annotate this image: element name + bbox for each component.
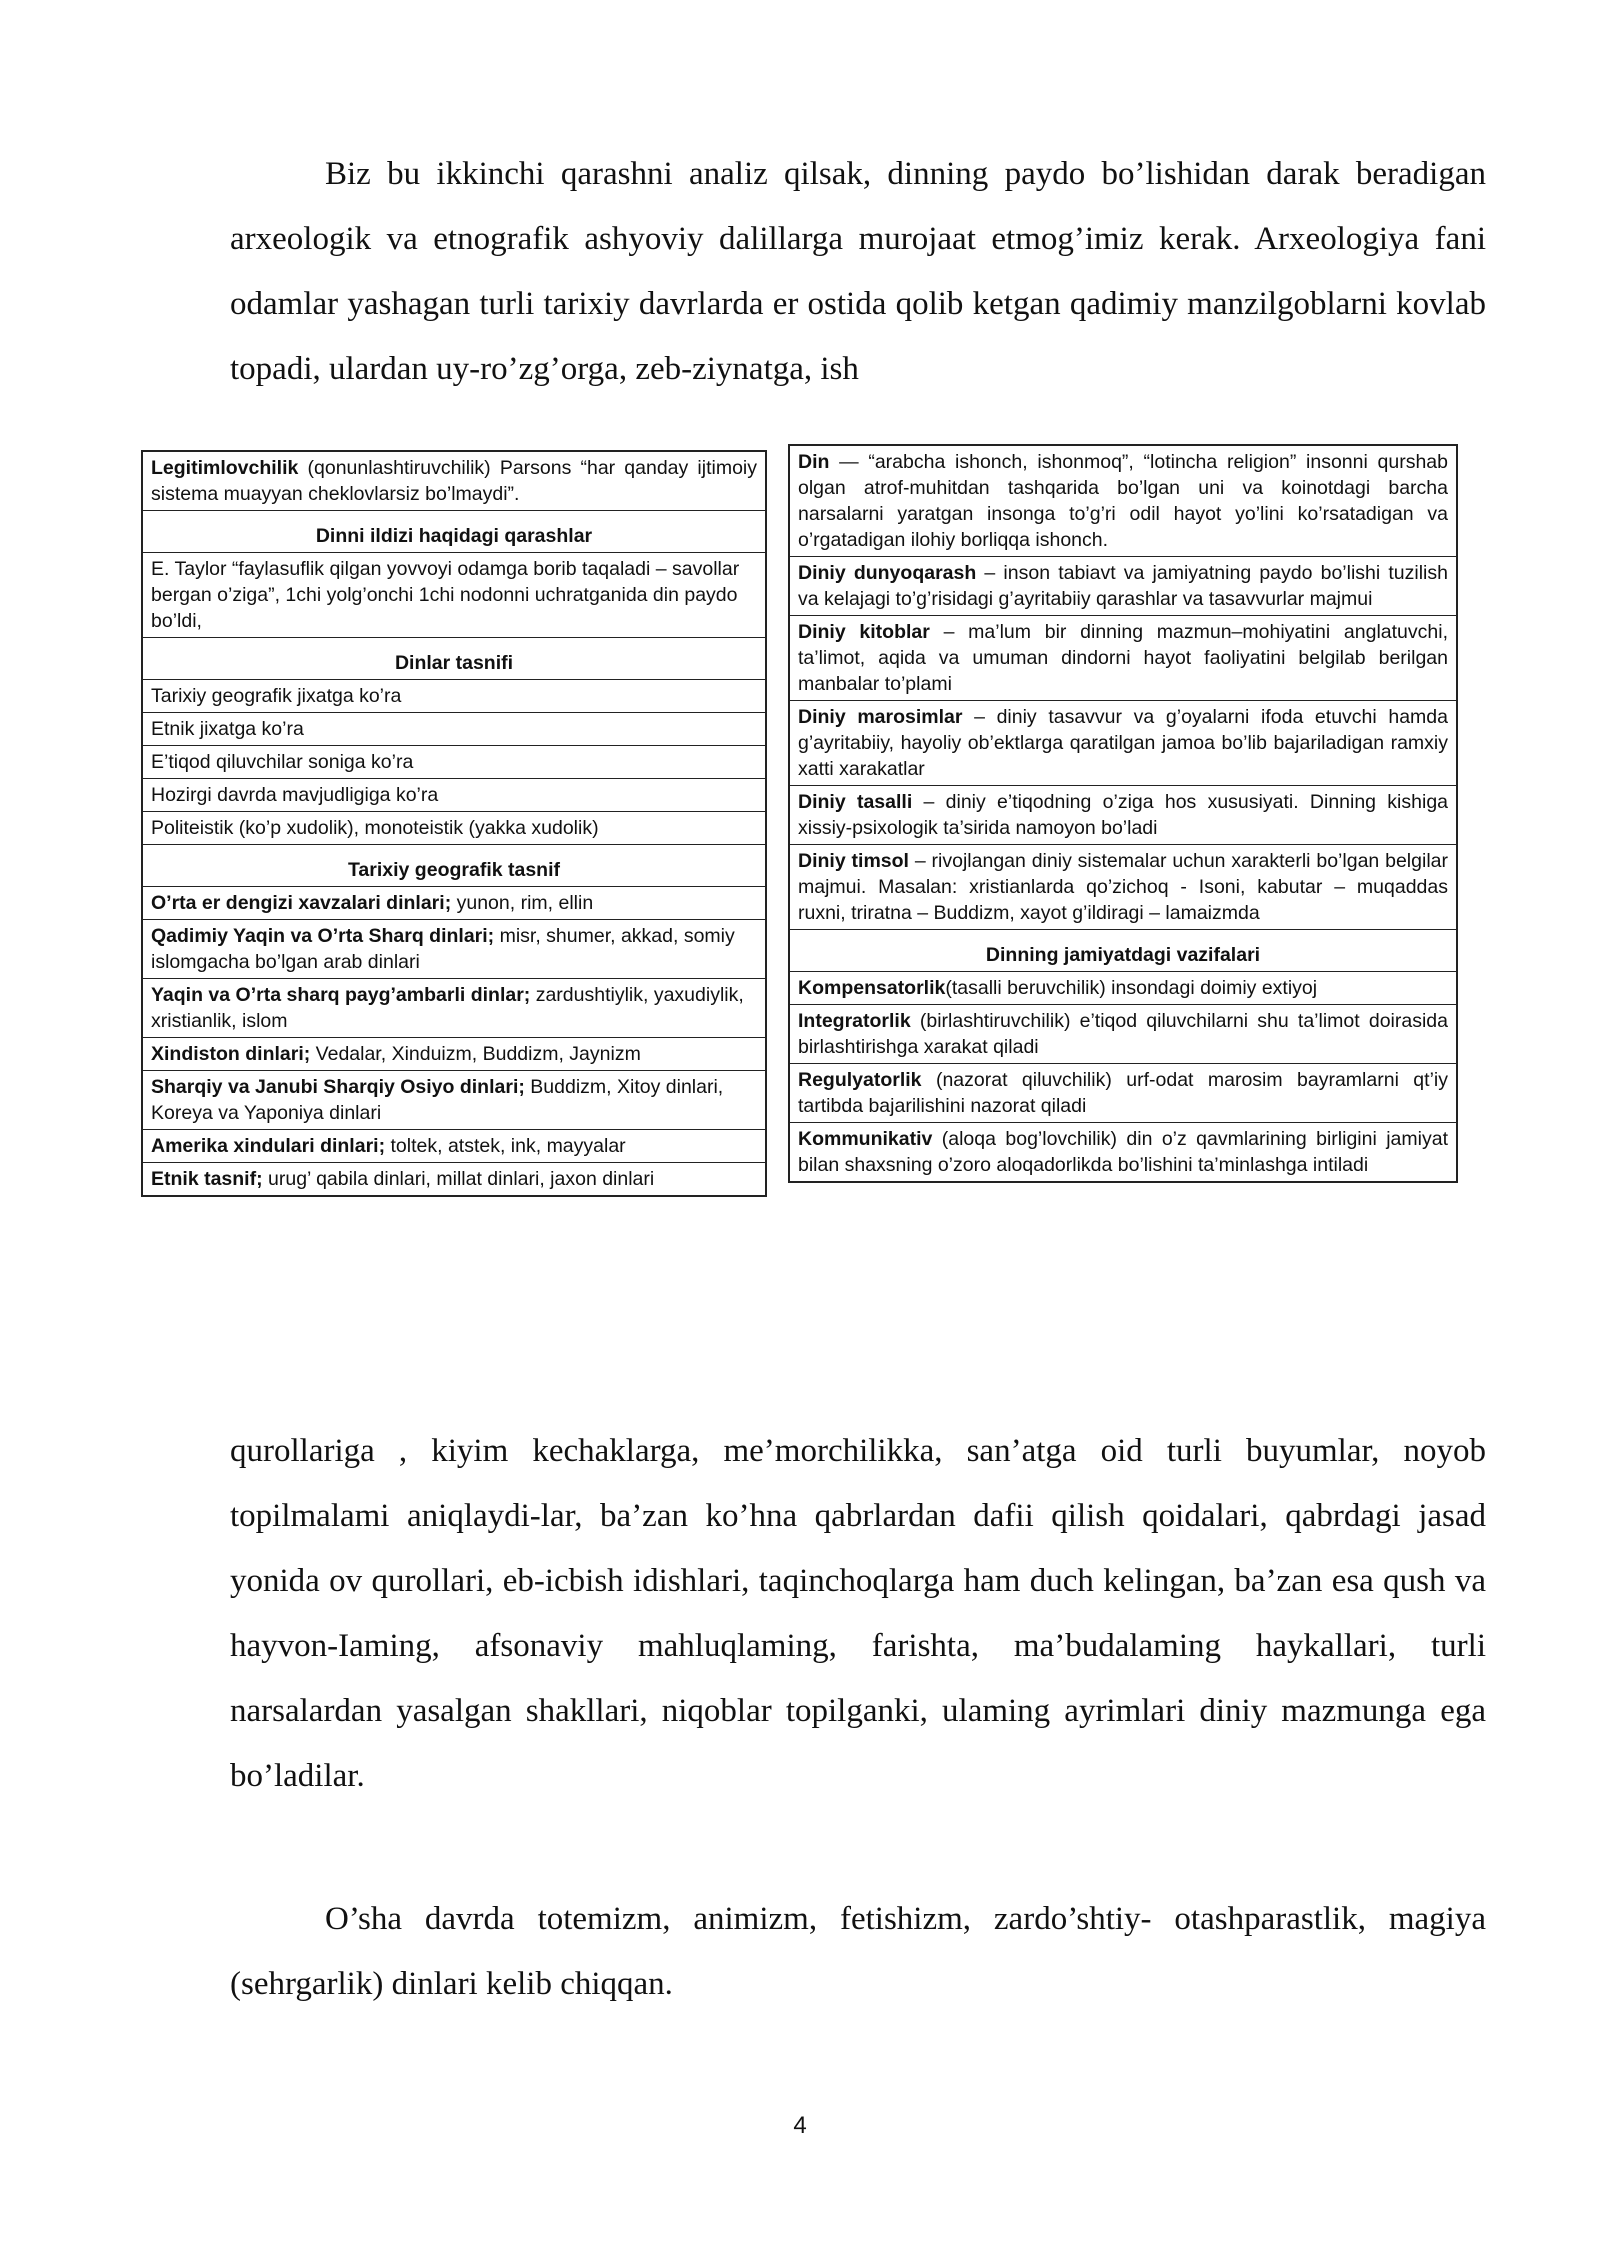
definition: (tasalli beruvchilik) insondagi doimiy extiyoj [945,977,1318,999]
left-table [141,450,767,1197]
page-number: 4 [793,2112,807,2139]
term: Diniy marosimlar [798,706,963,728]
definition: — “arabcha ishonch, ishonmoq”, “lotincha religion” insonni qurshab olgan atrof-muhitdan tashqarida bo’lgan uni va koinotdagi barcha narsalarni yaratgan insonga to’g’ri odil hayot yo’lini ko’rsatadigan va o’rgatadigan ilohiy borliqqa ishonch. [798,451,1448,551]
table-row: E. Taylor “faylasuflik qilgan yovvoyi odamga borib taqaladi – savollar bergan o’ziga”, 1chi yolg’onchi 1chi nodonni uchratganida din paydo bo’ldi, [143,552,765,637]
term: Diniy kitoblar [798,621,930,643]
table-row [143,919,765,978]
definition: yunon, rim, ellin [451,892,594,914]
definition: (birlashtiruvchilik) e’tiqod qiluvchilarni shu ta’limot doirasida birlashtirishga xarakat qiladi [798,1010,1448,1058]
table-row: E’tiqod qiluvchilar soniga ko’ra [143,745,765,778]
table-row: Politeistik (ko’p xudolik), monoteistik (yakka xudolik) [143,811,765,844]
table-row [143,886,765,919]
table-row [143,1162,765,1195]
definition: misr, shumer, akkad, somiy islomgacha bo’lgan arab dinlari [151,925,735,973]
table-row [143,1070,765,1129]
table-row [143,1037,765,1070]
table-row: Tarixiy geografik jixatga ko’ra [143,679,765,712]
section-heading: Dinning jamiyatdagi vazifalari [790,929,1456,971]
section-heading: Dinni ildizi haqidagi qarashlar [143,510,765,552]
table-row [790,556,1456,615]
table-row [790,785,1456,844]
table-row [790,446,1456,556]
table-row [143,452,765,510]
term: O’rta er dengizi xavzalari dinlari; [151,892,452,914]
term: Kommunikativ [798,1128,933,1150]
paragraph-continuation: qurollariga , kiyim kechaklarga, me’morchilikka, san’atga oid turli buyumlar, noyob topilmalami aniqlaydi-lar, ba’zan ko’hna qabrlardan dafii qilish qoidalari, qabrdagi jasad yonida ov qurollari, eb-icbish idishlari, taqinchoqlarga ham duch kelingan, ba’zan esa qush va hayvon-Iaming, afsonaviy mahluqlaming, farishta, ma’budalaming haykallari, turli narsalardan yasalgan shakllari, niqoblar topilganki, ulaming ayrimlari diniy mazmunga ega bo’ladilar. [230,1433,1486,1794]
term: Integratorlik [798,1010,911,1032]
table-row: Hozirgi davrda mavjudligiga ko’ra [143,778,765,811]
term: Regulyatorlik [798,1069,922,1091]
definition: (aloqa bog’lovchilik) din o’z qavmlarining birligini jamiyat bilan shaxsning o’zoro aloqadorlikda bo’lishini ta’minlashga intiladi [798,1128,1448,1176]
table-row [790,971,1456,1004]
table-row [790,615,1456,700]
right-table [788,444,1458,1183]
paragraph-intro: Biz bu ikkinchi qarashni analiz qilsak, dinning paydo bo’lishidan darak beradigan arxeologik va etnografik ashyoviy dalillarga murojaat etmog’imiz kerak. Arxeologiya fani odamlar yashagan turli tarixiy davrlarda er ostida qolib ketgan qadimiy manzilgoblarni kovlab topadi, ulardan uy-ro’zg’orga, zeb-ziynatga, ish [230,156,1486,387]
definition: – rivojlangan diniy sistemalar uchun xarakterli bo’lgan belgilar majmui. Masalan: xristianlarda qo’zichoq - Isoni, kabutar – muqaddas ruxni, triratna – Buddizm, xayot g’ildiragi – lamaizmda [798,850,1448,924]
term: Diniy dunyoqarash [798,562,977,584]
term: Qadimiy Yaqin va O’rta Sharq dinlari; [151,925,495,947]
definition: – diniy e’tiqodning o’ziga hos xususiyati. Dinning kishiga xissiy-psixologik ta’sirida namoyon bo’ladi [798,791,1449,839]
section-heading: Tarixiy geografik tasnif [143,844,765,886]
term: Diniy tasalli [798,791,913,813]
table-row [790,1004,1456,1063]
definition: (nazorat qiluvchilik) urf-odat marosim bayramlarni qt’iy tartibda bajarilishini nazorat qiladi [798,1069,1448,1117]
term: Din [798,451,830,473]
definition: – diniy tasavvur va g’oyalarni ifoda etuvchi hamda g’ayritabiiy, hayoliy ob’ektlarga qaratilgan jamoa bo’lib bajariladigan ramxiy xatti xarakatlar [798,706,1448,780]
term: Legitimlovchilik [151,457,299,479]
term: Amerika xindulari dinlari; [151,1135,386,1157]
definition: urug’ qabila dinlari, millat dinlari, jaxon dinlari [262,1168,655,1190]
term: Etnik tasnif; [151,1168,263,1190]
term: Yaqin va O’rta sharq payg’ambarli dinlar; [151,984,531,1006]
paragraph-closing: O’sha davrda totemizm, animizm, fetishizm, zardo’shtiy- otashparastlik, magiya (sehrgarlik) dinlari kelib chiqqan. [230,1901,1486,2002]
table-row: Etnik jixatga ko’ra [143,712,765,745]
table-row [790,844,1456,929]
term: Xindiston dinlari; [151,1043,311,1065]
definition: toltek, atstek, ink, mayyalar [385,1135,626,1157]
definition: (qonunlashtiruvchilik) Parsons “har qanday ijtimoiy sistema muayyan cheklovlarsiz bo’lmaydi”. [151,457,757,505]
definition: – ma’lum bir dinning mazmun–mohiyatini anglatuvchi, ta’limot, aqida va umuman dindorni hayot faoliyatini belgilab berilgan manbalar to’plami [798,621,1448,695]
term: Kompensatorlik [798,977,946,999]
definition: Vedalar, Xinduizm, Buddizm, Jaynizm [310,1043,641,1065]
table-row [790,1122,1456,1181]
definition: Buddizm, Xitoy dinlari, Koreya va Yaponiya dinlari [151,1076,724,1124]
table-row [143,978,765,1037]
table-row [143,1129,765,1162]
table-row [790,1063,1456,1122]
definition: – inson tabiavt va jamiyatning paydo bo’lishi tuzilish va kelajagi to’g’risidagi g’ayritabiiy qarashlar va tasavvurlar majmui [798,562,1448,610]
term: Diniy timsol [798,850,909,872]
definition: zardushtiylik, yaxudiylik, xristianlik, islom [151,984,744,1032]
term: Sharqiy va Janubi Sharqiy Osiyo dinlari; [151,1076,525,1098]
section-heading: Dinlar tasnifi [143,637,765,679]
table-row [790,700,1456,785]
